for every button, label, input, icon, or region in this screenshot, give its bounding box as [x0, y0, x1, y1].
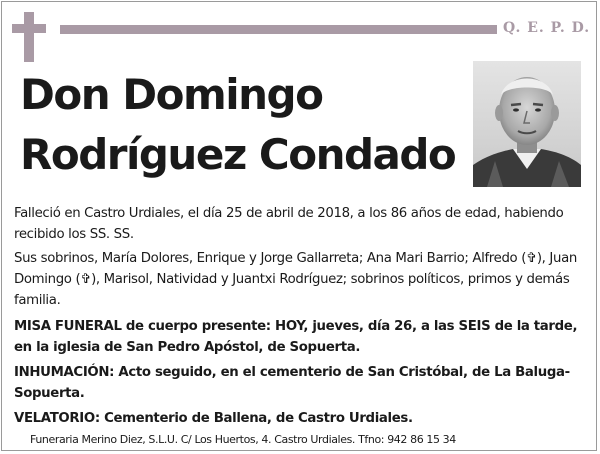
death-notice-paragraph: Falleció en Castro Urdiales, el día 25 de abril de 2018, a los 86 años de edad, habiendo recibido los SS. SS.	[14, 206, 564, 242]
header-rule	[60, 25, 497, 34]
funeral-home-footer: Funeraria Merino Diez, S.L.U. C/ Los Huertos, 4. Castro Urdiales. Tfno: 942 86 15 34	[30, 433, 456, 446]
portrait-photo	[473, 61, 581, 187]
portrait-image	[473, 61, 581, 187]
burial-paragraph: INHUMACIÓN: Acto seguido, en el cementerio de San Cristóbal, de La Baluga-Sopuerta.	[14, 365, 570, 401]
qepd-label: Q. E. P. D.	[503, 20, 591, 36]
cross-vertical-bar	[24, 12, 34, 62]
funeral-mass-paragraph: MISA FUNERAL de cuerpo presente: HOY, jueves, día 26, a las SEIS de la tarde, en la iglesia de San Pedro Apóstol, de Sopuerta.	[14, 319, 578, 355]
family-paragraph: Sus sobrinos, María Dolores, Enrique y Jorge Gallarreta; Ana Mari Barrio; Alfredo (✞), Juan Domingo (✞), Marisol, Natividad y Juantxi Rodríguez; sobrinos políticos, primos y demás familia.	[14, 251, 577, 308]
name-line-1: Don Domingo	[20, 70, 323, 119]
name-line-2: Rodríguez Condado	[20, 130, 456, 179]
cross-horizontal-bar	[12, 24, 46, 33]
wake-paragraph: VELATORIO: Cementerio de Ballena, de Castro Urdiales.	[14, 411, 413, 426]
